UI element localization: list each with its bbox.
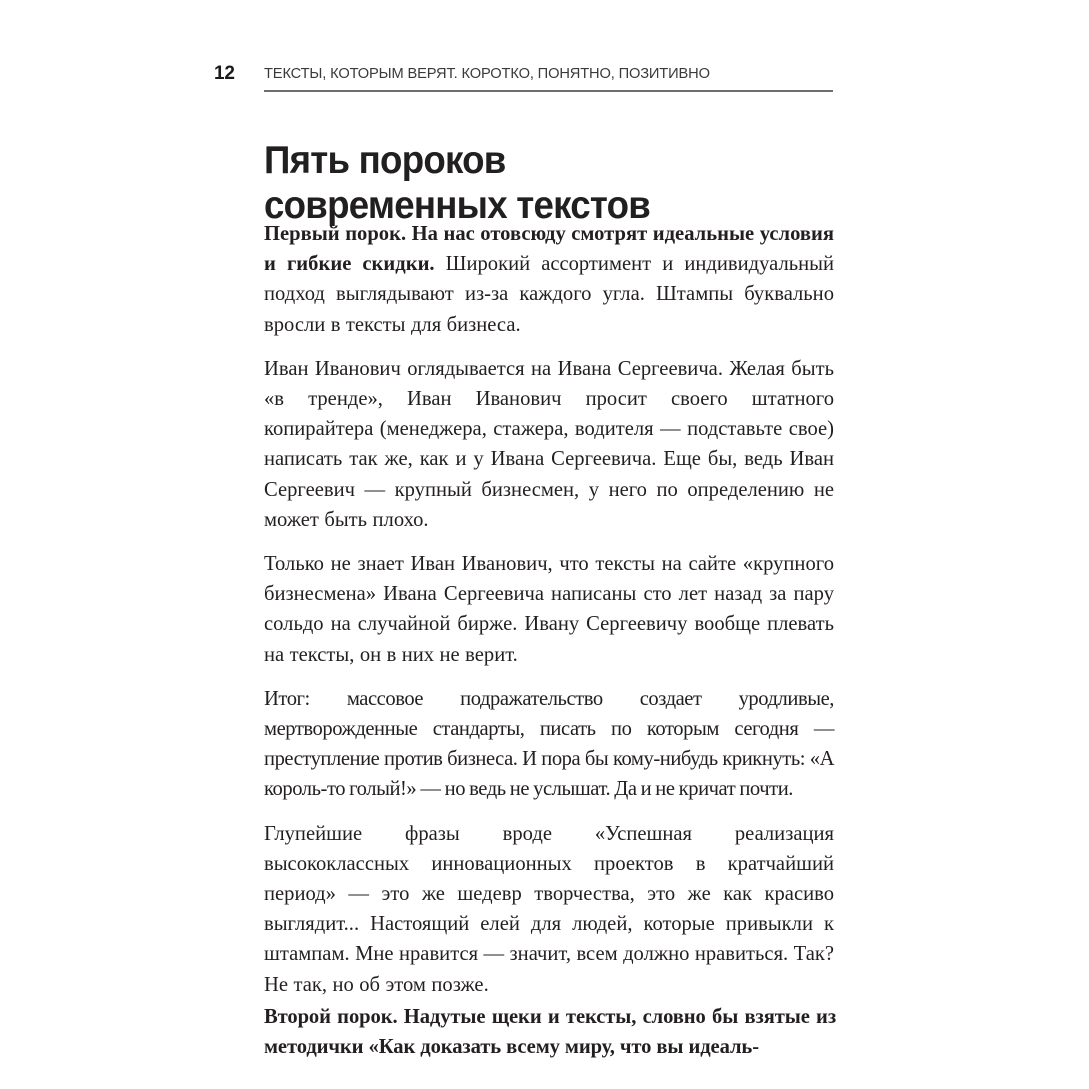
paragraph-site-texts: Только не знает Иван Иванович, что тексты на сайте «крупного бизнесмена» Ивана Сергеевича написаны сто лет назад за пару сольдо на случайной бирже. Ивану Сергеевичу вообще плевать на тексты, он в них не верит. <box>264 553 834 666</box>
paragraph-stupid-phrases: Глупейшие фразы вроде «Успешная реализация высококлассных инновационных проектов в кратчайший период» — это же шедевр творчества, это же как красиво выглядит... Настоящий елей для людей, которые привыкли к штампам. Мне нравится — значит, всем должно нравиться. Так? Не так, но об этом позже. <box>264 822 834 996</box>
body-text-column <box>264 219 834 1000</box>
chapter-title-line-2: современных текстов <box>264 184 651 228</box>
header-rule <box>264 90 833 92</box>
paragraph-lead-in: Первый порок. На нас отовсюду смотрят идеальные условия и гибкие скидки. <box>264 223 834 276</box>
running-head <box>214 60 834 94</box>
page-number: 12 <box>214 63 235 84</box>
chapter-title-line-1: Пять пороков <box>264 139 506 183</box>
running-head-title: ТЕКСТЫ, КОТОРЫМ ВЕРЯТ. КОРОТКО, ПОНЯТНО, ПОЗИТИВНО <box>264 65 710 82</box>
chapter-title <box>264 138 809 228</box>
paragraph-ivan-ivanovich: Иван Иванович оглядывается на Ивана Сергеевича. Желая быть «в тренде», Иван Иванович просит своего штатного копирайтера (менеджера, стажера, водителя — подставьте свое) написать так же, как и у Ивана Сергеевича. Еще бы, ведь Иван Сергеевич — крупный бизнесмен, у него по определению не может быть плохо. <box>264 357 834 531</box>
paragraph-body: Широкий ассортимент и индивидуальный подход выглядывают из-за каждого угла. Штампы буквально вросли в тексты для бизнеса. <box>264 253 834 336</box>
paragraph-second-vice-clip <box>264 1002 836 1089</box>
paragraph-first-vice <box>264 219 834 340</box>
paragraph-second-vice: Второй порок. Надутые щеки и тексты, словно бы взятые из методички «Как доказать всему миру, что вы идеаль- <box>264 1006 836 1059</box>
paragraph-itog: Итог: массовое подражательство создает уродливые, мертворожденные стандарты, писать по которым сегодня — преступление против бизнеса. И пора бы кому-нибудь крикнуть: «А король-то голый!» — но ведь не услышат. Да и не кричат почти. <box>264 687 834 801</box>
